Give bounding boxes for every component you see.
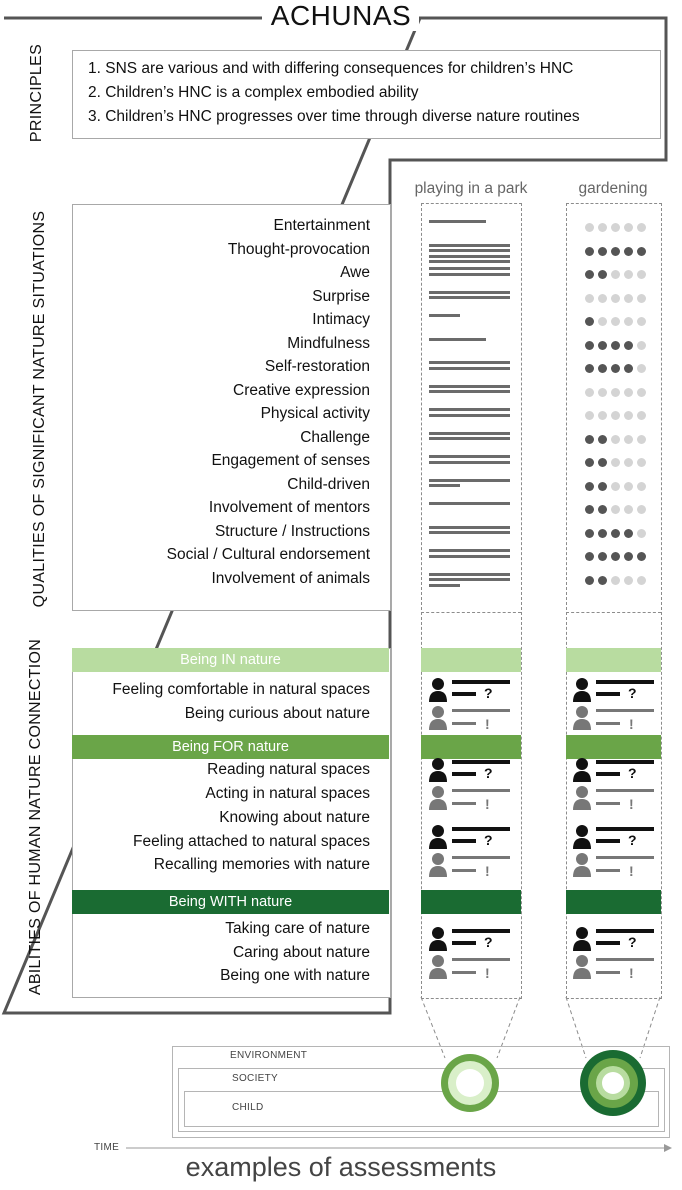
principle-1: 1. SNS are various and with differing consequences for children’s HNC (88, 60, 574, 77)
abilities-label: ABILITIES OF HUMAN NATURE CONNECTION (27, 638, 44, 996)
footer-title: examples of assessments (185, 1152, 497, 1182)
question-mark: ? (484, 765, 493, 781)
ability-item: Acting in natural spaces (205, 785, 370, 802)
principle-3: 3. Children’s HNC progresses over time through diverse nature routines (88, 108, 580, 125)
ability-item: Knowing about nature (219, 809, 370, 826)
time-label: TIME (94, 1142, 120, 1153)
exclamation-mark: ! (485, 965, 490, 980)
question-mark: ? (628, 765, 637, 781)
quality-item: Involvement of animals (211, 569, 370, 587)
quality-item: Social / Cultural endorsement (166, 546, 370, 563)
quality-item: Structure / Instructions (214, 522, 370, 540)
exclamation-mark: ! (629, 863, 634, 878)
qualities-label: QUALITIES OF SIGNIFICANT NATURE SITUATIONS (31, 210, 48, 608)
quality-item: Intimacy (312, 311, 370, 328)
exclamation-mark: ! (485, 716, 490, 731)
ability-group-label: Being IN nature (180, 652, 281, 668)
environment-label: ENVIRONMENT (230, 1050, 308, 1061)
question-mark: ? (628, 832, 637, 848)
exclamation-mark: ! (629, 796, 634, 811)
child-label: CHILD (232, 1102, 264, 1113)
quality-item: Child-driven (287, 475, 370, 493)
quality-item: Entertainment (273, 217, 370, 234)
ability-item: Being one with nature (220, 967, 370, 984)
quality-item: Awe (340, 264, 370, 281)
ability-item: Reading natural spaces (207, 761, 370, 778)
question-mark: ? (628, 685, 637, 701)
ability-item: Caring about nature (232, 944, 370, 961)
principles-label: PRINCIPLES (28, 43, 45, 143)
quality-item: Mindfulness (287, 334, 370, 352)
ability-group-label: Being WITH nature (168, 894, 293, 910)
ability-item: Taking care of nature (225, 920, 370, 937)
ability-item: Being curious about nature (184, 705, 370, 722)
quality-item: Challenge (300, 428, 370, 446)
question-mark: ? (484, 832, 493, 848)
framework-title: ACHUNAS (0, 0, 682, 32)
question-mark: ? (628, 934, 637, 950)
ability-item: Feeling attached to natural spaces (133, 833, 370, 850)
quality-item: Creative expression (233, 381, 370, 399)
quality-item: Involvement of mentors (208, 499, 370, 516)
society-label: SOCIETY (232, 1073, 278, 1084)
quality-item: Self-restoration (264, 358, 370, 375)
ability-item: Recalling memories with nature (153, 856, 370, 873)
ability-group-label: Being FOR nature (172, 739, 289, 755)
question-mark: ? (484, 934, 493, 950)
exclamation-mark: ! (485, 796, 490, 811)
quality-item: Engagement of senses (211, 452, 370, 469)
gardening-column-title: gardening (578, 180, 648, 197)
exclamation-mark: ! (629, 965, 634, 980)
park-column-title: playing in a park (414, 180, 528, 197)
quality-item: Thought-provocation (227, 240, 370, 258)
quality-item: Surprise (312, 287, 370, 305)
exclamation-mark: ! (485, 863, 490, 878)
ability-item: Feeling comfortable in natural spaces (112, 681, 370, 698)
quality-item: Physical activity (260, 405, 370, 422)
exclamation-mark: ! (629, 716, 634, 731)
principle-2: 2. Children’s HNC is a complex embodied ability (88, 84, 419, 101)
question-mark: ? (484, 685, 493, 701)
